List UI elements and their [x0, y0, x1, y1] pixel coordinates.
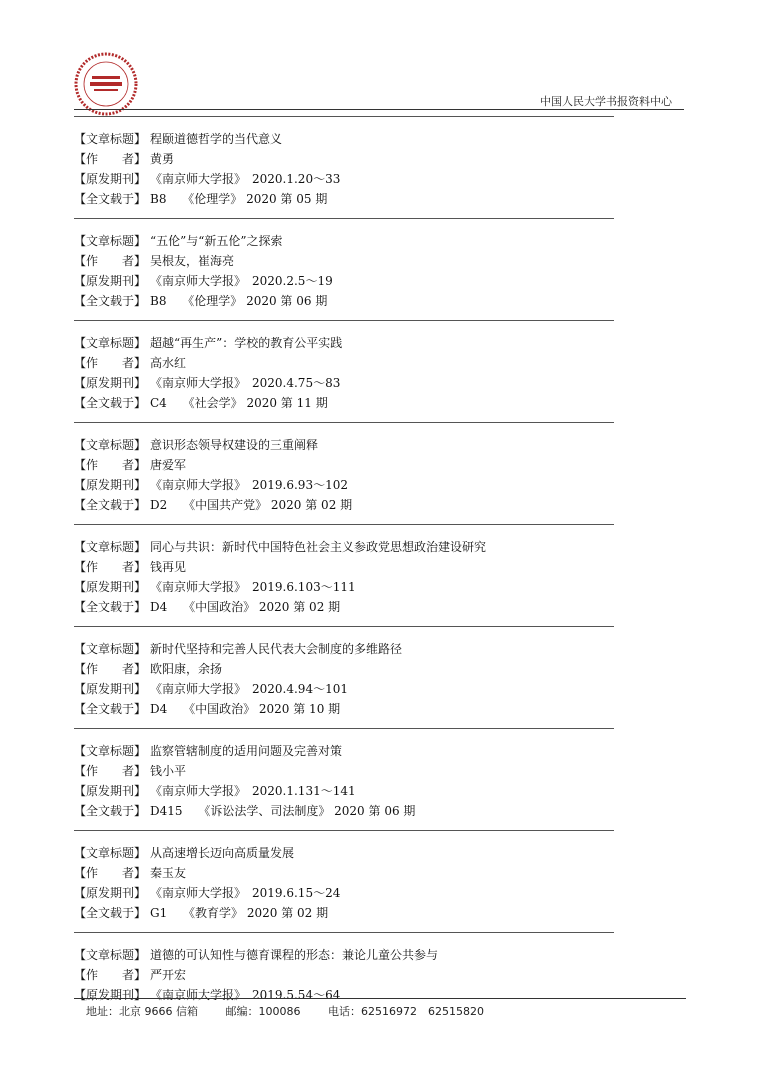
record-reprint-label: 【全文载于】 [74, 804, 147, 818]
footer-postcode: 邮编：100086 [225, 1005, 301, 1018]
record-reprint-line [74, 801, 614, 821]
record-source-value: 《南京师大学报》 2020.1.20～33 [150, 172, 341, 186]
record-source-line [74, 781, 614, 801]
record-source-value: 《南京师大学报》 2019.6.15～24 [150, 886, 341, 900]
record-title-value: 从高速增长迈向高质量发展 [150, 846, 295, 860]
record-title-line [74, 537, 614, 557]
record-author-value: 唐爱军 [150, 458, 187, 472]
record-source-line [74, 475, 614, 495]
record-author-value: 严开宏 [150, 968, 187, 982]
record-source-line [74, 985, 614, 1005]
record-reprint-value: D4 《中国政治》 2020 第 02 期 [150, 600, 341, 614]
record-source-value: 《南京师大学报》 2019.6.93～102 [150, 478, 348, 492]
record-author-label: 【作 者】 [74, 866, 147, 880]
record-author-line [74, 965, 614, 985]
record-reprint-label: 【全文载于】 [74, 192, 147, 206]
record-title-label: 【文章标题】 [74, 948, 147, 962]
article-record [74, 525, 614, 626]
record-author-label: 【作 者】 [74, 254, 147, 268]
article-record [74, 321, 614, 422]
record-author-label: 【作 者】 [74, 764, 147, 778]
record-source-line [74, 883, 614, 903]
record-reprint-line [74, 903, 614, 923]
record-title-line [74, 333, 614, 353]
record-title-value: 新时代坚持和完善人民代表大会制度的多维路径 [150, 642, 403, 656]
record-list [74, 116, 614, 1014]
record-title-value: 监察管辖制度的适用问题及完善对策 [150, 744, 343, 758]
record-source-label: 【原发期刊】 [74, 376, 147, 390]
record-title-label: 【文章标题】 [74, 132, 147, 146]
record-author-line [74, 353, 614, 373]
record-author-value: 黄勇 [150, 152, 175, 166]
record-reprint-value: B8 《伦理学》 2020 第 05 期 [150, 192, 328, 206]
record-reprint-line [74, 393, 614, 413]
record-title-value: 意识形态领导权建设的三重阐释 [150, 438, 319, 452]
record-reprint-label: 【全文载于】 [74, 396, 147, 410]
record-author-label: 【作 者】 [74, 458, 147, 472]
record-source-label: 【原发期刊】 [74, 580, 147, 594]
record-title-label: 【文章标题】 [74, 234, 147, 248]
record-source-value: 《南京师大学报》 2019.6.103～111 [150, 580, 356, 594]
record-reprint-label: 【全文载于】 [74, 294, 147, 308]
record-author-label: 【作 者】 [74, 356, 147, 370]
center-logo [74, 52, 138, 116]
record-author-value: 秦玉友 [150, 866, 187, 880]
record-title-line [74, 231, 614, 251]
record-author-value: 钱再见 [150, 560, 187, 574]
record-author-label: 【作 者】 [74, 662, 147, 676]
record-title-label: 【文章标题】 [74, 642, 147, 656]
record-author-line [74, 761, 614, 781]
footer-address: 地址：北京 9666 信箱 [86, 1005, 198, 1018]
record-reprint-value: D4 《中国政治》 2020 第 10 期 [150, 702, 341, 716]
record-source-label: 【原发期刊】 [74, 682, 147, 696]
record-source-line [74, 577, 614, 597]
record-reprint-value: C4 《社会学》 2020 第 11 期 [150, 396, 328, 410]
record-source-label: 【原发期刊】 [74, 172, 147, 186]
record-source-value: 《南京师大学报》 2019.5.54～64 [150, 988, 341, 1002]
record-author-value: 高水红 [150, 356, 187, 370]
record-title-value: 程颐道德哲学的当代意义 [150, 132, 283, 146]
record-source-value: 《南京师大学报》 2020.1.131～141 [150, 784, 356, 798]
record-author-value: 欧阳康，余扬 [150, 662, 223, 676]
record-source-value: 《南京师大学报》 2020.4.94～101 [150, 682, 348, 696]
record-author-line [74, 455, 614, 475]
footer-divider [74, 998, 686, 999]
record-source-line [74, 373, 614, 393]
article-record [74, 831, 614, 932]
record-author-line [74, 659, 614, 679]
record-reprint-label: 【全文载于】 [74, 702, 147, 716]
record-reprint-line [74, 291, 614, 311]
record-title-line [74, 639, 614, 659]
record-source-label: 【原发期刊】 [74, 274, 147, 288]
record-source-value: 《南京师大学报》 2020.4.75～83 [150, 376, 341, 390]
record-author-label: 【作 者】 [74, 560, 147, 574]
record-title-label: 【文章标题】 [74, 438, 147, 452]
record-author-label: 【作 者】 [74, 968, 147, 982]
record-author-line [74, 557, 614, 577]
record-reprint-value: D2 《中国共产党》 2020 第 02 期 [150, 498, 353, 512]
record-source-label: 【原发期刊】 [74, 988, 147, 1002]
record-title-value: 同心与共识：新时代中国特色社会主义参政党思想政治建设研究 [150, 540, 487, 554]
record-title-label: 【文章标题】 [74, 846, 147, 860]
footer-contact [86, 1003, 508, 1019]
record-title-label: 【文章标题】 [74, 540, 147, 554]
record-author-line [74, 863, 614, 883]
record-reprint-line [74, 597, 614, 617]
record-author-value: 钱小平 [150, 764, 187, 778]
record-source-value: 《南京师大学报》 2020.2.5～19 [150, 274, 333, 288]
record-author-label: 【作 者】 [74, 152, 147, 166]
record-title-line [74, 945, 614, 965]
article-record [74, 933, 614, 1014]
record-source-line [74, 271, 614, 291]
record-title-line [74, 129, 614, 149]
record-reprint-label: 【全文载于】 [74, 906, 147, 920]
record-title-line [74, 843, 614, 863]
record-source-line [74, 679, 614, 699]
article-record [74, 117, 614, 218]
record-title-line [74, 741, 614, 761]
record-source-label: 【原发期刊】 [74, 886, 147, 900]
header-divider [74, 109, 684, 110]
record-author-line [74, 149, 614, 169]
footer-phone: 电话：62516972 62515820 [328, 1005, 484, 1018]
article-record [74, 627, 614, 728]
record-title-label: 【文章标题】 [74, 336, 147, 350]
record-reprint-label: 【全文载于】 [74, 498, 147, 512]
record-reprint-line [74, 699, 614, 719]
record-source-label: 【原发期刊】 [74, 784, 147, 798]
record-title-label: 【文章标题】 [74, 744, 147, 758]
record-source-label: 【原发期刊】 [74, 478, 147, 492]
record-title-value: “五伦”与“新五伦”之探索 [150, 234, 283, 248]
record-reprint-line [74, 495, 614, 515]
record-title-line [74, 435, 614, 455]
record-author-line [74, 251, 614, 271]
record-reprint-value: G1 《教育学》 2020 第 02 期 [150, 906, 329, 920]
record-reprint-label: 【全文载于】 [74, 600, 147, 614]
article-record [74, 219, 614, 320]
record-reprint-value: B8 《伦理学》 2020 第 06 期 [150, 294, 328, 308]
article-record [74, 423, 614, 524]
article-record [74, 729, 614, 830]
record-source-line [74, 169, 614, 189]
header-organization: 中国人民大学书报资料中心 [540, 95, 672, 108]
record-title-value: 道德的可认知性与德育课程的形态：兼论儿童公共参与 [150, 948, 439, 962]
record-reprint-value: D415 《诉讼法学、司法制度》 2020 第 06 期 [150, 804, 416, 818]
record-author-value: 吴根友，崔海亮 [150, 254, 235, 268]
record-title-value: 超越“再生产”：学校的教育公平实践 [150, 336, 343, 350]
record-reprint-line [74, 189, 614, 209]
